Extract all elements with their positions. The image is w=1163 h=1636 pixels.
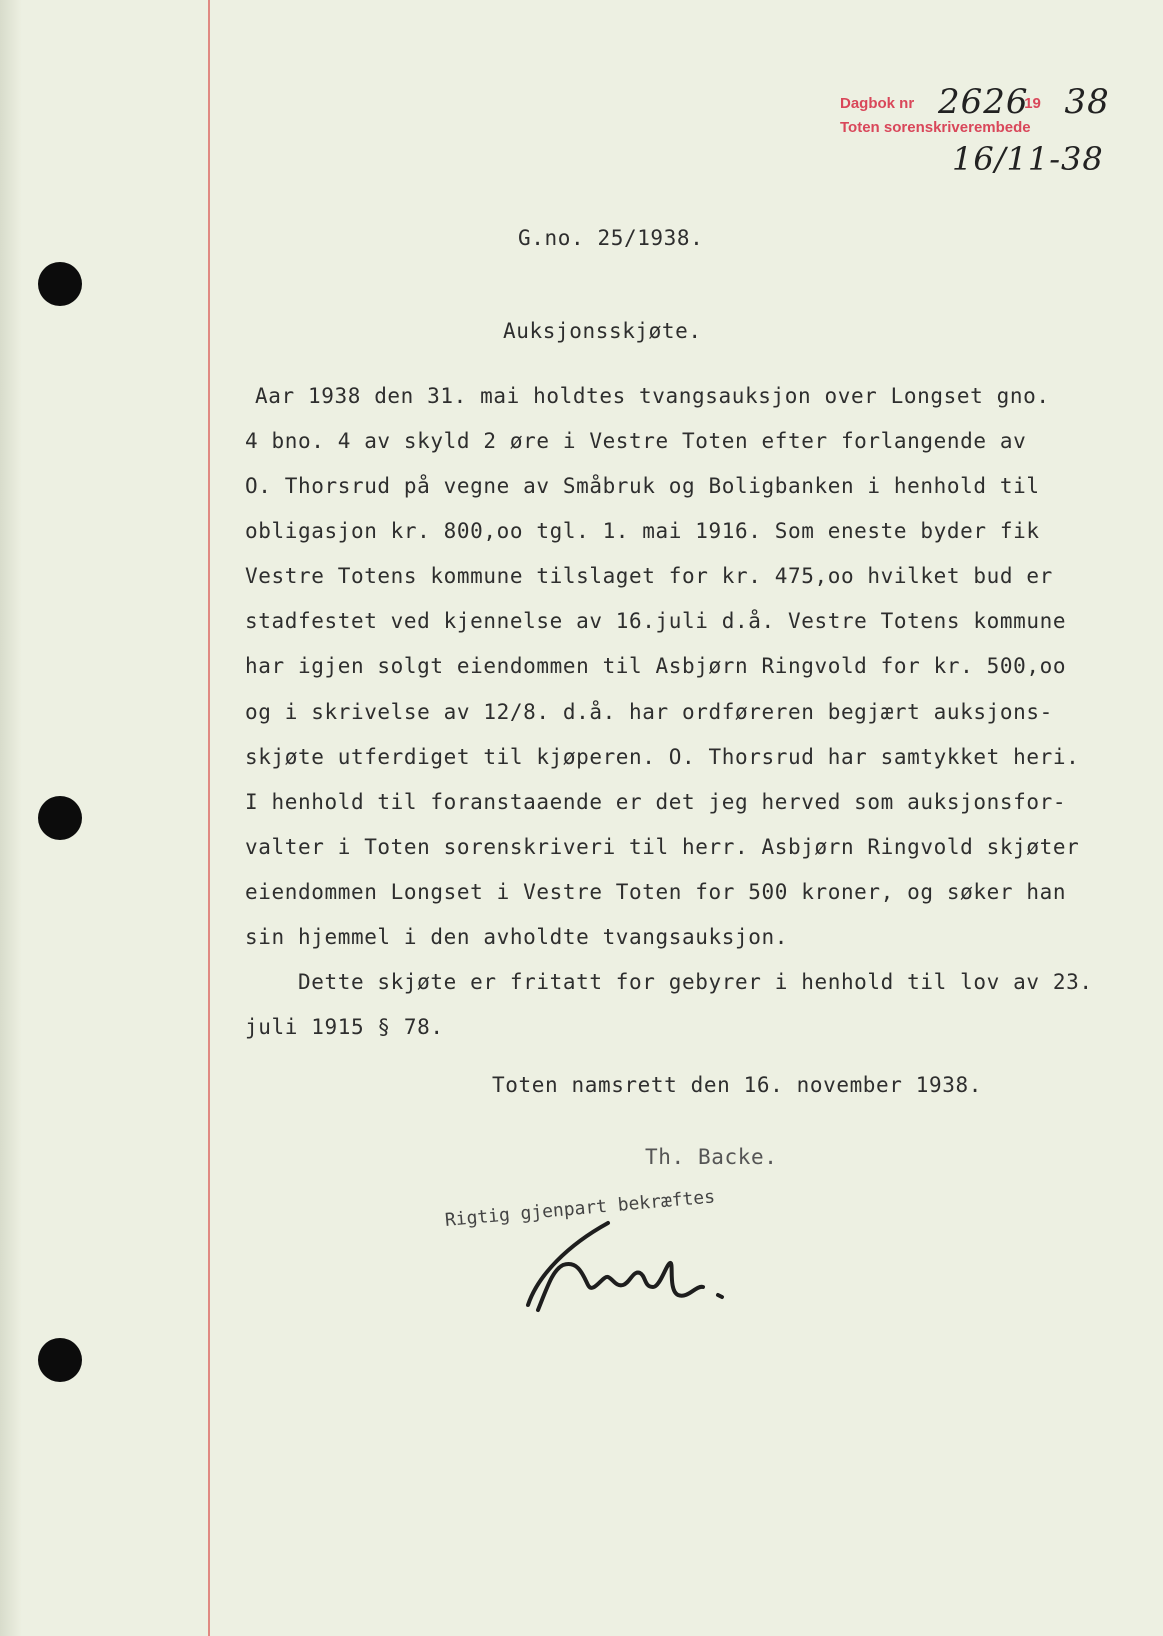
signer-name: Th. Backe. (645, 1145, 778, 1169)
margin-rule (208, 0, 210, 1636)
handwritten-journal-number: 2626 38 (938, 82, 1110, 122)
signoff-place-date: Toten namsrett den 16. november 1938. (492, 1073, 982, 1097)
stamp-year-prefix: 19 (1024, 95, 1041, 112)
body-line: har igjen solgt eiendommen til Asbjørn Ringvold for kr. 500,oo (245, 654, 1067, 678)
handwritten-date: 16/11-38 (952, 140, 1104, 178)
body-line: skjøte utferdiget til kjøperen. O. Thorsrud har samtykket heri. (245, 745, 1080, 769)
punch-hole-bottom (38, 1338, 82, 1382)
body-line: I henhold til foranstaaende er det jeg herved som auksjonsfor- (245, 790, 1067, 814)
certification-stamp: Rigtig gjenpart bekræftes (444, 1186, 716, 1231)
document-title: Auksjonsskjøte. (503, 319, 702, 343)
case-number: G.no. 25/1938. (518, 226, 704, 250)
body-line: Vestre Totens kommune tilslaget for kr. 475,oo hvilket bud er (245, 564, 1053, 588)
body-line: O. Thorsrud på vegne av Småbruk og Boligbanken i henhold til (245, 474, 1040, 498)
body-line: juli 1915 § 78. (245, 1015, 444, 1039)
body-line: Dette skjøte er fritatt for gebyrer i henhold til lov av 23. (245, 970, 1093, 994)
body-line: og i skrivelse av 12/8. d.å. har ordføreren begjært auksjons- (245, 700, 1053, 724)
handwritten-signature (508, 1215, 758, 1335)
body-line: stadfestet ved kjennelse av 16.juli d.å. Vestre Totens kommune (245, 609, 1067, 633)
body-line: eiendommen Longset i Vestre Toten for 500 kroner, og søker han (245, 880, 1067, 904)
handwritten-year: 38 (1064, 82, 1110, 122)
body-line: obligasjon kr. 800,oo tgl. 1. mai 1916. Som eneste byder fik (245, 519, 1040, 543)
stamp-line-1: Dagbok nr (840, 95, 915, 112)
punch-hole-top (38, 262, 82, 306)
body-line: Aar 1938 den 31. mai holdtes tvangsauksjon over Longset gno. (255, 384, 1050, 408)
stamp-line-2: Toten sorenskriverembede (840, 119, 1031, 136)
body-line: valter i Toten sorenskriveri til herr. Asbjørn Ringvold skjøter (245, 835, 1080, 859)
punch-hole-middle (38, 796, 82, 840)
page-edge-shadow (0, 0, 22, 1636)
body-line: sin hjemmel i den avholdte tvangsauksjon. (245, 925, 788, 949)
body-line: 4 bno. 4 av skyld 2 øre i Vestre Toten efter forlangende av (245, 429, 1027, 453)
